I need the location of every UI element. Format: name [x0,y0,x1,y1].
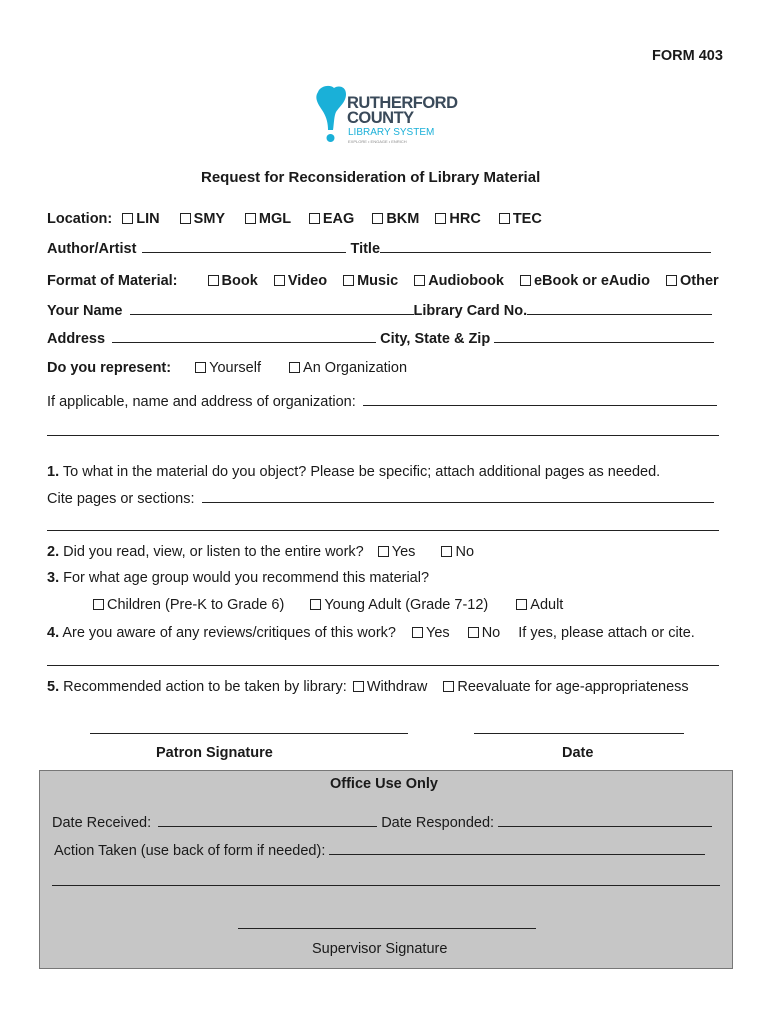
q5-option-withdraw[interactable]: Withdraw [353,679,427,695]
title-field[interactable] [380,241,711,253]
question-2-text: Did you read, view, or listen to the entire work? [63,544,364,560]
library-logo [312,84,472,146]
format-option-audiobook[interactable]: Audiobook [414,273,504,289]
format-option-other[interactable]: Other [666,273,719,289]
question-1: 1. To what in the material do you object? Please be specific; attach additional pages as needed. [47,464,661,480]
logo-mark-icon [312,84,350,146]
office-use-box [39,770,733,969]
checkbox-icon[interactable] [435,213,446,224]
city-state-zip-field[interactable] [494,331,714,343]
location-option-lin[interactable]: LIN [122,211,159,227]
checkbox-icon[interactable] [468,627,479,638]
form-number: FORM 403 [652,48,723,64]
location-option-smy[interactable]: SMY [180,211,225,227]
represent-option-organization[interactable]: An Organization [289,360,407,376]
organization-row [47,394,717,410]
form-title: Request for Reconsideration of Library Material [201,169,541,186]
action-taken-label: Action Taken (use back of form if needed): [54,843,326,859]
cite-field-line2[interactable] [47,530,719,531]
organization-label: If applicable, name and address of organization: [47,394,356,410]
q2-option-no[interactable]: No [441,544,474,560]
logo-line3: LIBRARY SYSTEM [348,127,435,138]
office-dates-row [52,815,712,831]
checkbox-icon[interactable] [274,275,285,286]
q5-option-reevaluate[interactable]: Reevaluate for age-appropriateness [443,679,688,695]
logo-tagline: EXPLORE • ENGAGE • ENRICH [348,139,407,144]
checkbox-icon[interactable] [195,362,206,373]
format-option-music[interactable]: Music [343,273,398,289]
logo-line1: RUTHERFORD [347,94,458,112]
checkbox-icon[interactable] [93,599,104,610]
location-option-mgl[interactable]: MGL [245,211,291,227]
date-label: Date [562,745,594,761]
address-field[interactable] [112,331,376,343]
question-5-text: Recommended action to be taken by library: [63,679,347,695]
represent-label: Do you represent: [47,360,172,376]
format-option-book[interactable]: Book [208,273,258,289]
action-taken-line2[interactable] [52,885,720,886]
date-received-field[interactable] [158,815,377,827]
checkbox-icon[interactable] [499,213,510,224]
address-label: Address [47,331,106,347]
author-title-row [47,241,711,257]
checkbox-icon[interactable] [414,275,425,286]
checkbox-icon[interactable] [353,681,364,692]
format-row [47,273,719,289]
question-2: 2. Did you read, view, or listen to the entire work? Yes No [47,544,475,560]
question-5: 5. Recommended action to be taken by library: Withdraw Reevaluate for age-appropriateness [47,679,689,695]
format-label: Format of Material: [47,273,178,289]
q3-options [93,597,563,613]
cite-field[interactable] [202,491,714,503]
date-responded-field[interactable] [498,815,712,827]
checkbox-icon[interactable] [378,546,389,557]
checkbox-icon[interactable] [372,213,383,224]
checkbox-icon[interactable] [516,599,527,610]
action-taken-field[interactable] [329,843,705,855]
your-name-label: Your Name [47,303,123,319]
question-3: 3. For what age group would you recommend this material? [47,570,430,586]
q4-option-no[interactable]: No [468,625,501,641]
name-card-row [47,303,712,319]
author-label: Author/Artist [47,241,137,257]
represent-option-yourself[interactable]: Yourself [195,360,261,376]
q3-option-children[interactable]: Children (Pre-K to Grade 6) [93,597,284,613]
location-label: Location: [47,211,113,227]
address-row [47,331,714,347]
format-option-video[interactable]: Video [274,273,327,289]
q2-option-yes[interactable]: Yes [378,544,416,560]
checkbox-icon[interactable] [289,362,300,373]
logo-line2: COUNTY [347,109,414,127]
title-label: Title [350,241,381,257]
patron-signature-field[interactable] [90,733,408,734]
checkbox-icon[interactable] [666,275,677,286]
location-option-tec[interactable]: TEC [499,211,542,227]
q4-option-yes[interactable]: Yes [412,625,450,641]
q4-field-line[interactable] [47,665,719,666]
checkbox-icon[interactable] [310,599,321,610]
checkbox-icon[interactable] [343,275,354,286]
checkbox-icon[interactable] [208,275,219,286]
location-option-hrc[interactable]: HRC [435,211,480,227]
date-received-label: Date Received: [52,815,152,831]
date-field[interactable] [474,733,684,734]
checkbox-icon[interactable] [309,213,320,224]
checkbox-icon[interactable] [443,681,454,692]
format-option-ebook[interactable]: eBook or eAudio [520,273,650,289]
your-name-field[interactable] [130,303,414,315]
supervisor-signature-label: Supervisor Signature [312,941,448,957]
checkbox-icon[interactable] [180,213,191,224]
checkbox-icon[interactable] [441,546,452,557]
cite-label: Cite pages or sections: [47,491,195,507]
library-card-field[interactable] [527,303,712,315]
checkbox-icon[interactable] [245,213,256,224]
location-option-bkm[interactable]: BKM [372,211,419,227]
q3-option-young-adult[interactable]: Young Adult (Grade 7-12) [310,597,488,613]
q3-option-adult[interactable]: Adult [516,597,563,613]
organization-field[interactable] [363,394,717,406]
action-taken-row [54,843,705,859]
author-field[interactable] [142,241,346,253]
library-card-label: Library Card No. [413,303,528,319]
organization-field-line2[interactable] [47,435,719,436]
cite-row [47,491,714,507]
office-heading: Office Use Only [330,776,438,792]
supervisor-signature-field[interactable] [238,928,536,929]
city-state-zip-label: City, State & Zip [380,331,491,347]
checkbox-icon[interactable] [520,275,531,286]
question-3-text: For what age group would you recommend this material? [63,570,430,586]
question-4-text: Are you aware of any reviews/critiques of this work? [62,625,396,641]
date-responded-label: Date Responded: [381,815,495,831]
question-4: 4. Are you aware of any reviews/critiques of this work? Yes No If yes, please attach or cite. [47,625,695,641]
question-1-text: To what in the material do you object? Please be specific; attach additional pages as needed. [62,464,661,480]
represent-row [47,360,407,376]
q4-note: If yes, please attach or cite. [518,625,695,641]
patron-signature-label: Patron Signature [156,745,273,761]
checkbox-icon[interactable] [122,213,133,224]
location-row [47,211,542,227]
location-option-eag[interactable]: EAG [309,211,354,227]
checkbox-icon[interactable] [412,627,423,638]
